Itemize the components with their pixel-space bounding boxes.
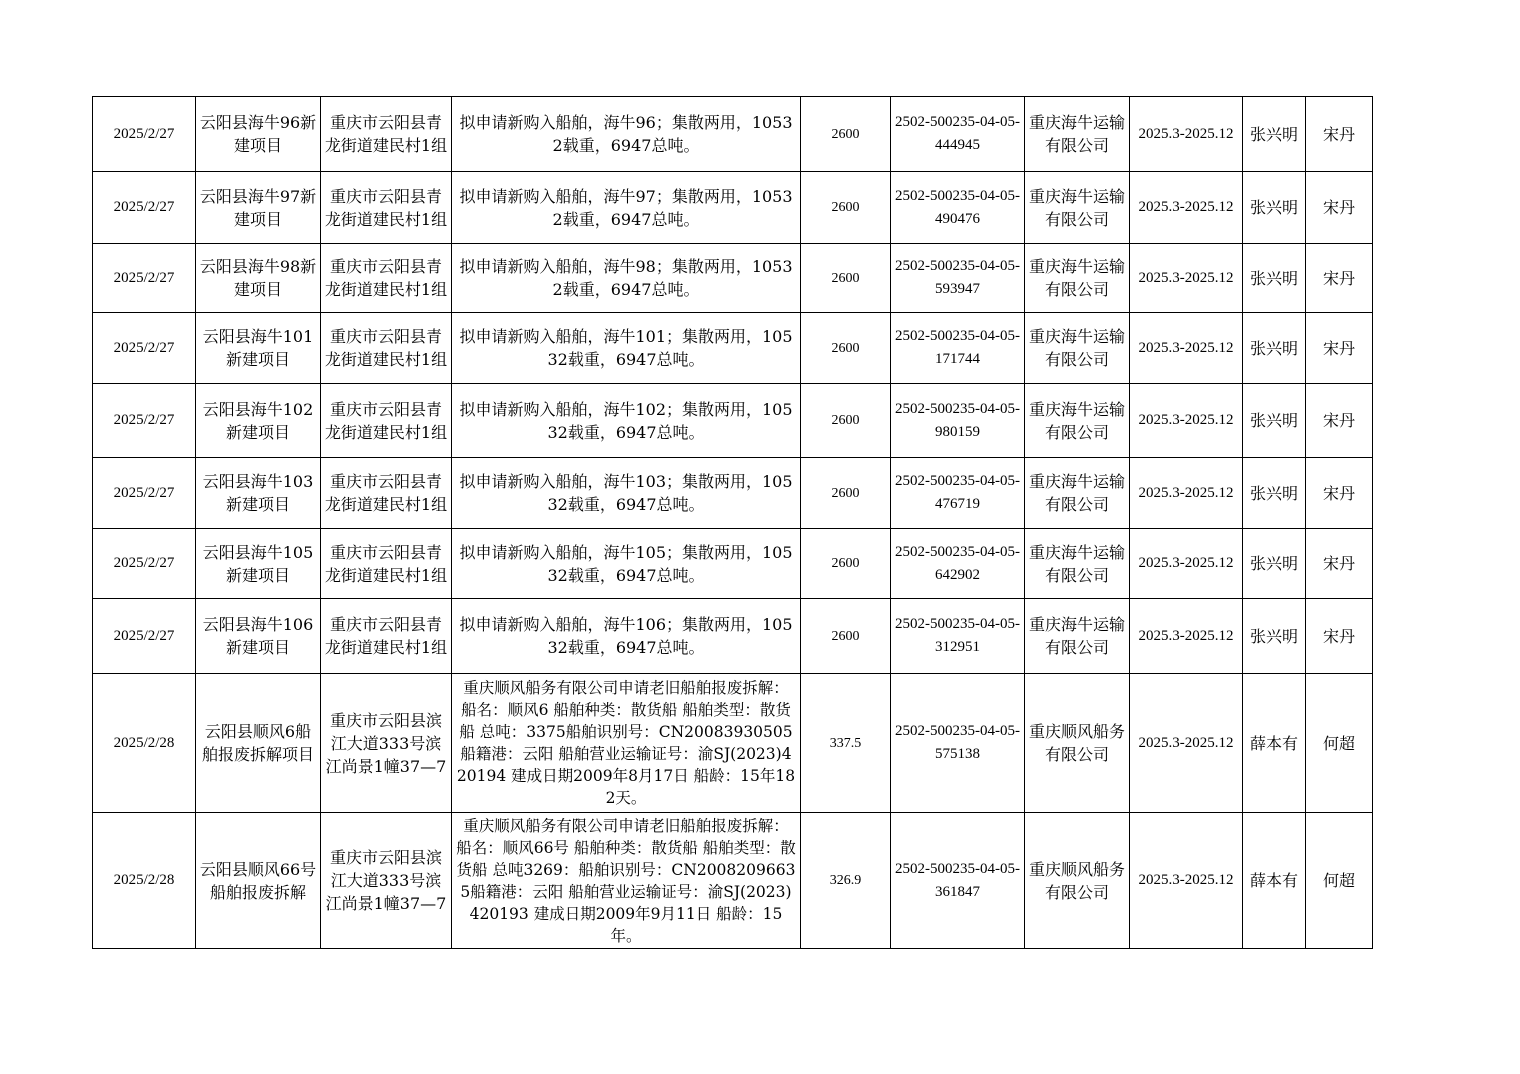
period-cell: 2025.3-2025.12: [1130, 599, 1243, 674]
investment-cell: 2600: [801, 458, 891, 529]
company-cell: 重庆海牛运输有限公司: [1025, 458, 1130, 529]
table-row: [93, 458, 1373, 529]
company-cell: 重庆海牛运输有限公司: [1025, 97, 1130, 172]
project-code-cell: 2502-500235-04-05-361847: [891, 813, 1025, 949]
project-code-cell: 2502-500235-04-05-312951: [891, 599, 1025, 674]
table-row: [93, 599, 1373, 674]
location-cell: 重庆市云阳县青龙街道建民村1组: [321, 313, 452, 384]
project-code-cell: 2502-500235-04-05-476719: [891, 458, 1025, 529]
content-cell: 拟申请新购入船舶，海牛105；集散两用，10532载重，6947总吨。: [452, 529, 801, 599]
date-cell: 2025/2/27: [93, 172, 196, 244]
project-code-cell: 2502-500235-04-05-593947: [891, 244, 1025, 313]
period-cell: 2025.3-2025.12: [1130, 172, 1243, 244]
contact-person-cell: 张兴明: [1243, 529, 1306, 599]
date-cell: 2025/2/27: [93, 313, 196, 384]
location-cell: 重庆市云阳县青龙街道建民村1组: [321, 97, 452, 172]
content-cell: 拟申请新购入船舶，海牛98；集散两用，10532载重，6947总吨。: [452, 244, 801, 313]
investment-cell: 337.5: [801, 674, 891, 813]
project-name-cell: 云阳县海牛98新建项目: [196, 244, 321, 313]
period-cell: 2025.3-2025.12: [1130, 313, 1243, 384]
date-cell: 2025/2/27: [93, 244, 196, 313]
content-cell: 拟申请新购入船舶，海牛103；集散两用，10532载重，6947总吨。: [452, 458, 801, 529]
contact-person-cell: 张兴明: [1243, 458, 1306, 529]
table-row: [93, 97, 1373, 172]
responsible-person-cell: 宋丹: [1306, 313, 1373, 384]
location-cell: 重庆市云阳县滨江大道333号滨江尚景1幢37—7: [321, 813, 452, 949]
project-name-cell: 云阳县海牛105新建项目: [196, 529, 321, 599]
contact-person-cell: 薛本有: [1243, 674, 1306, 813]
responsible-person-cell: 宋丹: [1306, 97, 1373, 172]
investment-cell: 2600: [801, 244, 891, 313]
content-cell: 拟申请新购入船舶，海牛106；集散两用，10532载重，6947总吨。: [452, 599, 801, 674]
responsible-person-cell: 宋丹: [1306, 384, 1373, 458]
table-row: [93, 674, 1373, 813]
investment-cell: 326.9: [801, 813, 891, 949]
project-code-cell: 2502-500235-04-05-980159: [891, 384, 1025, 458]
location-cell: 重庆市云阳县青龙街道建民村1组: [321, 172, 452, 244]
investment-cell: 2600: [801, 529, 891, 599]
table-row: [93, 172, 1373, 244]
date-cell: 2025/2/28: [93, 813, 196, 949]
responsible-person-cell: 宋丹: [1306, 172, 1373, 244]
responsible-person-cell: 何超: [1306, 674, 1373, 813]
contact-person-cell: 张兴明: [1243, 172, 1306, 244]
content-cell: 重庆顺风船务有限公司申请老旧船舶报废拆解：船名：顺风66号 船舶种类：散货船 船舶类型：散货船 总吨3269：船舶识别号：CN20082096635船籍港：云阳 船舶营业运输证号：渝SJ(2023)420193 建成日期2009年9月11日 船龄：15年。: [452, 813, 801, 949]
period-cell: 2025.3-2025.12: [1130, 97, 1243, 172]
period-cell: 2025.3-2025.12: [1130, 458, 1243, 529]
project-name-cell: 云阳县海牛102新建项目: [196, 384, 321, 458]
company-cell: 重庆海牛运输有限公司: [1025, 172, 1130, 244]
responsible-person-cell: 宋丹: [1306, 244, 1373, 313]
period-cell: 2025.3-2025.12: [1130, 529, 1243, 599]
company-cell: 重庆海牛运输有限公司: [1025, 244, 1130, 313]
location-cell: 重庆市云阳县青龙街道建民村1组: [321, 529, 452, 599]
contact-person-cell: 张兴明: [1243, 384, 1306, 458]
period-cell: 2025.3-2025.12: [1130, 813, 1243, 949]
company-cell: 重庆顺风船务有限公司: [1025, 813, 1130, 949]
table-row: [93, 529, 1373, 599]
period-cell: 2025.3-2025.12: [1130, 674, 1243, 813]
contact-person-cell: 张兴明: [1243, 313, 1306, 384]
company-cell: 重庆海牛运输有限公司: [1025, 599, 1130, 674]
company-cell: 重庆顺风船务有限公司: [1025, 674, 1130, 813]
content-cell: 拟申请新购入船舶，海牛96；集散两用，10532载重，6947总吨。: [452, 97, 801, 172]
company-cell: 重庆海牛运输有限公司: [1025, 384, 1130, 458]
project-code-cell: 2502-500235-04-05-171744: [891, 313, 1025, 384]
location-cell: 重庆市云阳县青龙街道建民村1组: [321, 244, 452, 313]
responsible-person-cell: 宋丹: [1306, 529, 1373, 599]
content-cell: 拟申请新购入船舶，海牛97；集散两用，10532载重，6947总吨。: [452, 172, 801, 244]
project-name-cell: 云阳县海牛103新建项目: [196, 458, 321, 529]
project-name-cell: 云阳县海牛96新建项目: [196, 97, 321, 172]
location-cell: 重庆市云阳县青龙街道建民村1组: [321, 599, 452, 674]
investment-cell: 2600: [801, 172, 891, 244]
responsible-person-cell: 何超: [1306, 813, 1373, 949]
table-row: [93, 384, 1373, 458]
project-code-cell: 2502-500235-04-05-490476: [891, 172, 1025, 244]
project-code-cell: 2502-500235-04-05-642902: [891, 529, 1025, 599]
contact-person-cell: 薛本有: [1243, 813, 1306, 949]
project-code-cell: 2502-500235-04-05-575138: [891, 674, 1025, 813]
responsible-person-cell: 宋丹: [1306, 599, 1373, 674]
contact-person-cell: 张兴明: [1243, 599, 1306, 674]
project-name-cell: 云阳县顺风6船舶报废拆解项目: [196, 674, 321, 813]
contact-person-cell: 张兴明: [1243, 97, 1306, 172]
investment-cell: 2600: [801, 384, 891, 458]
content-cell: 重庆顺风船务有限公司申请老旧船舶报废拆解：船名：顺风6 船舶种类：散货船 船舶类型：散货船 总吨：3375船舶识别号：CN20083930505船籍港：云阳 船舶营业运输证号：渝SJ(2023)420194 建成日期2009年8月17日 船龄：15年182天。: [452, 674, 801, 813]
date-cell: 2025/2/27: [93, 458, 196, 529]
project-name-cell: 云阳县顺风66号船舶报废拆解: [196, 813, 321, 949]
table-body: [93, 97, 1373, 949]
project-table: [92, 96, 1373, 949]
company-cell: 重庆海牛运输有限公司: [1025, 313, 1130, 384]
company-cell: 重庆海牛运输有限公司: [1025, 529, 1130, 599]
location-cell: 重庆市云阳县青龙街道建民村1组: [321, 384, 452, 458]
investment-cell: 2600: [801, 599, 891, 674]
location-cell: 重庆市云阳县滨江大道333号滨江尚景1幢37—7: [321, 674, 452, 813]
date-cell: 2025/2/27: [93, 529, 196, 599]
table-row: [93, 313, 1373, 384]
period-cell: 2025.3-2025.12: [1130, 384, 1243, 458]
responsible-person-cell: 宋丹: [1306, 458, 1373, 529]
project-name-cell: 云阳县海牛106新建项目: [196, 599, 321, 674]
date-cell: 2025/2/27: [93, 384, 196, 458]
content-cell: 拟申请新购入船舶，海牛101；集散两用，10532载重，6947总吨。: [452, 313, 801, 384]
period-cell: 2025.3-2025.12: [1130, 244, 1243, 313]
content-cell: 拟申请新购入船舶，海牛102；集散两用，10532载重，6947总吨。: [452, 384, 801, 458]
contact-person-cell: 张兴明: [1243, 244, 1306, 313]
date-cell: 2025/2/28: [93, 674, 196, 813]
date-cell: 2025/2/27: [93, 599, 196, 674]
project-name-cell: 云阳县海牛97新建项目: [196, 172, 321, 244]
project-code-cell: 2502-500235-04-05-444945: [891, 97, 1025, 172]
investment-cell: 2600: [801, 97, 891, 172]
table-row: [93, 244, 1373, 313]
location-cell: 重庆市云阳县青龙街道建民村1组: [321, 458, 452, 529]
project-name-cell: 云阳县海牛101新建项目: [196, 313, 321, 384]
table-row: [93, 813, 1373, 949]
investment-cell: 2600: [801, 313, 891, 384]
date-cell: 2025/2/27: [93, 97, 196, 172]
